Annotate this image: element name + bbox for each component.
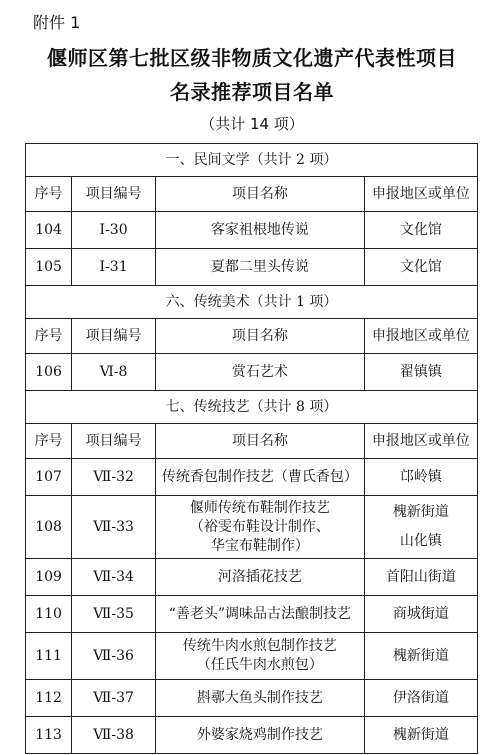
table-row [26, 212, 478, 249]
cell-name: 斟鄩大鱼头制作技艺 [156, 680, 365, 717]
header-no: 序号 [26, 424, 72, 459]
cell-unit: 文化馆 [364, 212, 477, 249]
table-row [26, 633, 478, 680]
cell-no: 106 [26, 354, 72, 391]
cell-unit [364, 496, 477, 559]
cell-code: Ⅵ-8 [72, 354, 156, 391]
table-row [26, 680, 478, 717]
cell-code: Ⅶ-37 [72, 680, 156, 717]
cell-code: Ⅰ-31 [72, 249, 156, 286]
section-title: 七、传统技艺（共计 8 项） [26, 391, 478, 424]
cell-code: Ⅶ-35 [72, 596, 156, 633]
cell-code: Ⅶ-36 [72, 633, 156, 680]
total-count: （共计 14 项） [200, 115, 304, 133]
section-title: 六、传统美术（共计 1 项） [26, 286, 478, 319]
header-row [26, 319, 478, 354]
table-row [26, 496, 478, 559]
table-row [26, 596, 478, 633]
cell-unit: 邙岭镇 [364, 459, 477, 496]
header-code: 项目编号 [72, 424, 156, 459]
header-code: 项目编号 [72, 177, 156, 212]
cell-no: 113 [26, 717, 72, 754]
header-name: 项目名称 [156, 424, 365, 459]
cell-name-line: 传统牛肉水煎包制作技艺 [182, 638, 337, 654]
cell-name [156, 633, 365, 680]
cell-unit: 商城街道 [364, 596, 477, 633]
cell-name: 河洛插花技艺 [156, 559, 365, 596]
header-unit: 申报地区或单位 [364, 177, 477, 212]
cell-name [156, 496, 365, 559]
document-subtitle: 名录推荐项目名单 [170, 80, 334, 104]
cell-unit: 槐新街道 [364, 717, 477, 754]
table-row [26, 717, 478, 754]
cell-no: 107 [26, 459, 72, 496]
cell-no: 111 [26, 633, 72, 680]
cell-no: 109 [26, 559, 72, 596]
cell-code: Ⅶ-34 [72, 559, 156, 596]
cell-no: 108 [26, 496, 72, 559]
section-title: 一、民间文学（共计 2 项） [26, 144, 478, 177]
cell-name-line: （裕雯布鞋设计制作、 [189, 518, 330, 535]
header-unit: 申报地区或单位 [364, 424, 477, 459]
header-name: 项目名称 [156, 319, 365, 354]
cell-name: “善老头”调味品古法酿制技艺 [156, 596, 365, 633]
header-code: 项目编号 [72, 319, 156, 354]
cell-name: 传统香包制作技艺（曹氏香包） [156, 459, 365, 496]
cell-unit: 文化馆 [364, 249, 477, 286]
cell-name: 赏石艺术 [156, 354, 365, 391]
cell-no: 105 [26, 249, 72, 286]
cell-no: 110 [26, 596, 72, 633]
table-row [26, 354, 478, 391]
table-row [26, 249, 478, 286]
table-row [26, 559, 478, 596]
header-unit: 申报地区或单位 [364, 319, 477, 354]
header-no: 序号 [26, 177, 72, 212]
header-name: 项目名称 [156, 177, 365, 212]
section-row [26, 144, 478, 177]
cell-name-line: 华宝布鞋制作） [210, 537, 309, 554]
cell-unit-line: 槐新街道 [392, 504, 449, 520]
cell-code: Ⅶ-32 [72, 459, 156, 496]
cell-name: 客家祖根地传说 [156, 212, 365, 249]
section-row [26, 391, 478, 424]
cell-unit: 槐新街道 [364, 633, 477, 680]
cell-no: 112 [26, 680, 72, 717]
cell-unit: 翟镇镇 [364, 354, 477, 391]
cell-code: Ⅶ-38 [72, 717, 156, 754]
cell-unit: 首阳山街道 [364, 559, 477, 596]
header-row [26, 177, 478, 212]
section-row [26, 286, 478, 319]
header-no: 序号 [26, 319, 72, 354]
cell-code: Ⅰ-30 [72, 212, 156, 249]
cell-unit: 伊洛街道 [364, 680, 477, 717]
header-row [26, 424, 478, 459]
attachment-label: 附件 1 [33, 13, 81, 32]
document-title: 偃师区第七批区级非物质文化遗产代表性项目 [47, 46, 457, 70]
cell-code: Ⅶ-33 [72, 496, 156, 559]
project-table [25, 143, 478, 754]
cell-name: 夏都二里头传说 [156, 249, 365, 286]
cell-name-line: （任氏牛肉水煎包） [196, 657, 323, 673]
cell-name-line: 偃师传统布鞋制作技艺 [189, 499, 330, 516]
cell-name: 外婆家烧鸡制作技艺 [156, 717, 365, 754]
table-row [26, 459, 478, 496]
cell-unit-line: 山化镇 [399, 533, 442, 549]
cell-no: 104 [26, 212, 72, 249]
